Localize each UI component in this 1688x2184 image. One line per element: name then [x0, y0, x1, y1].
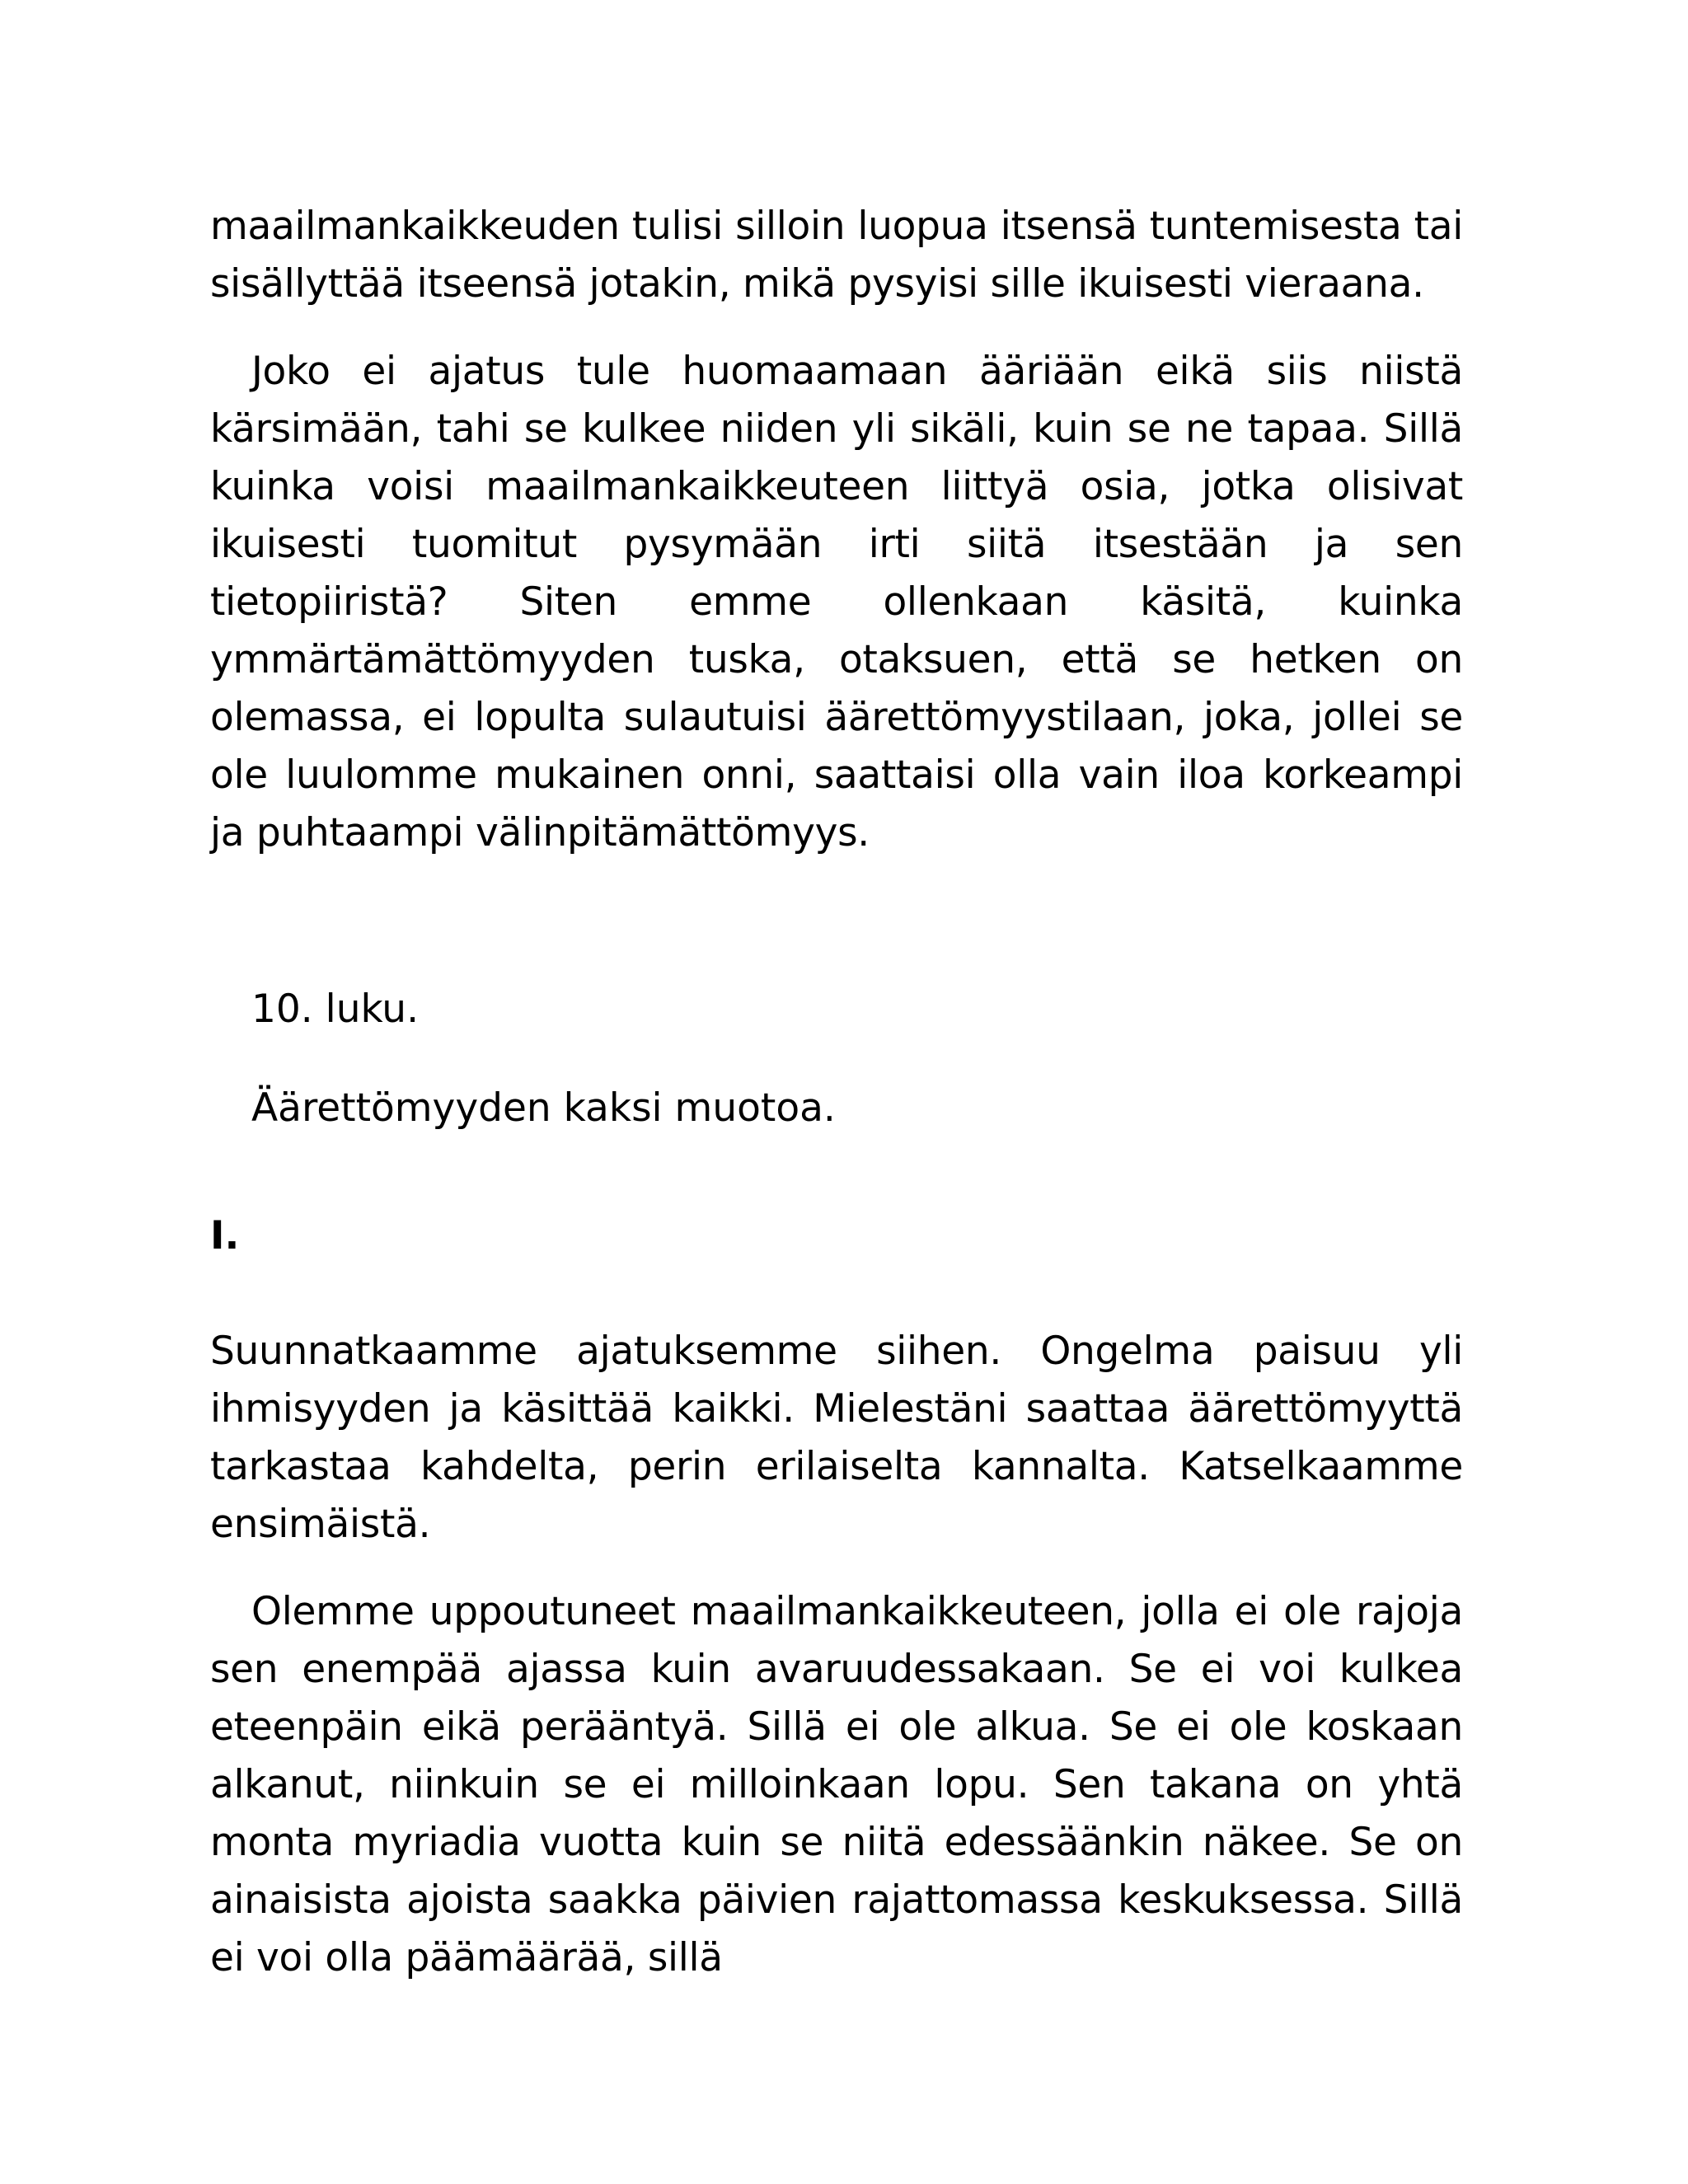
section-numeral: I.	[210, 1213, 240, 1258]
paragraph-olemme: Olemme uppoutuneet maailmankaikkeuteen, jolla ei ole rajoja sen enempää ajassa kuin avaruudessakaan. Se ei voi kulkea eteenpäin eikä perääntyä. Sillä ei ole alkua. Se ei ole koskaan alkanut, niinkuin se ei milloinkaan lopu. Sen takana on yhtä monta myriadia vuotta kuin se niitä edessäänkin näkee. Se on ainaisista ajoista saakka päivien rajattomassa keskuksessa. Sillä ei voi olla päämäärää, sillä	[210, 1589, 1463, 1980]
paragraph-continuation: maailmankaikkeuden tulisi silloin luopua itsensä tuntemisesta tai sisällyttää itseensä jotakin, mikä pysyisi sille ikuisesti vieraana.	[210, 204, 1463, 307]
chapter-number: 10. luku.	[251, 987, 420, 1032]
text-block-bottom	[210, 1323, 1463, 1987]
chapter-title: Äärettömyyden kaksi muotoa.	[251, 1085, 836, 1131]
paragraph-suunnatkaamme: Suunnatkaamme ajatuksemme siihen. Ongelma paisuu yli ihmisyyden ja käsittää kaikki. Mielestäni saattaa äärettömyyttä tarkastaa kahdelta, perin erilaiselta kannalta. Katselkaamme ensimäistä.	[210, 1329, 1463, 1547]
text-block-top	[210, 198, 1463, 862]
paragraph-ajatus: Joko ei ajatus tule huomaamaan ääriään eikä siis niistä kärsimään, tahi se kulkee niiden yli sikäli, kuin se ne tapaa. Sillä kuinka voisi maailmankaikkeuteen liittyä osia, jotka olisivat ikuisesti tuomitut pysymään irti siitä itsestään ja sen tietopiiristä? Siten emme ollenkaan käsitä, kuinka ymmärtämättömyyden tuska, otaksuen, että se hetken on olemassa, ei lopulta sulautuisi äärettömyystilaan, joka, jollei se ole luulomme mukainen onni, saattaisi olla vain iloa korkeampi ja puhtaampi välinpitämättömyys.	[210, 349, 1463, 855]
